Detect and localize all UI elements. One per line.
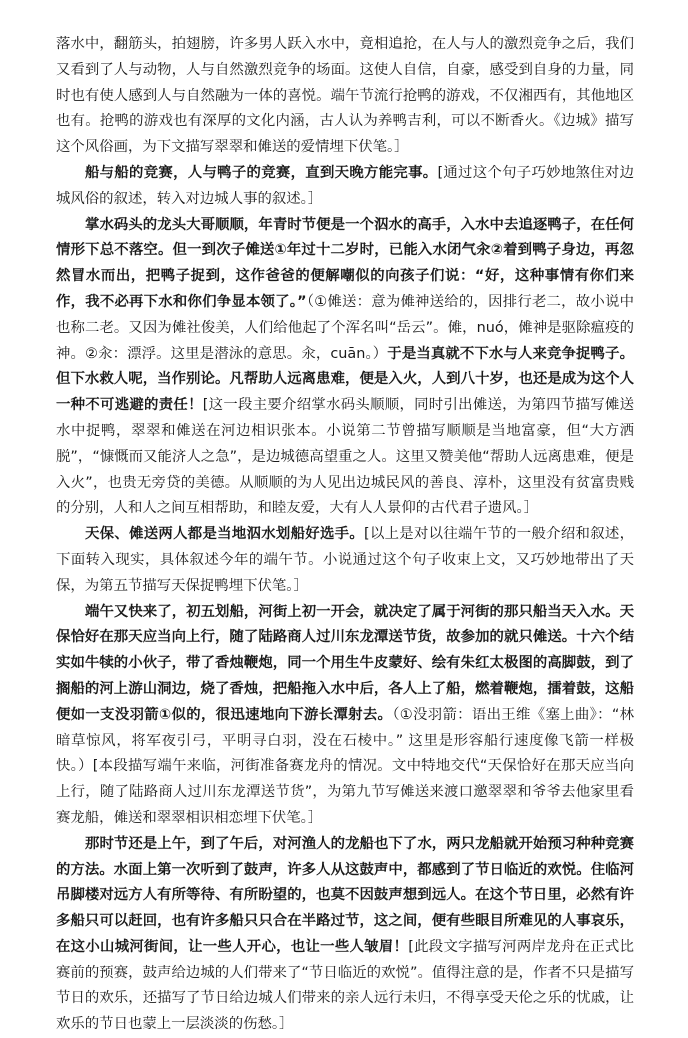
paragraph-2	[56, 161, 634, 213]
paragraph-4-bold: 天保、傩送两人都是当地泅水划船好选手。	[85, 526, 365, 543]
paragraph-5	[56, 600, 634, 832]
paragraph-5-note: （①没羽箭：语出王维《塞上曲》：“林暗草惊风，将军夜引弓，平明寻白羽，没在石棱中。” 这里是形容船行速度像飞箭一样极快。）[本段描写端午来临，河街准备赛龙舟的情况。文中特地交代“天保恰好在那天应当向上行，随了陆路商人过川东龙潭送节货”，为第九节写傩送来渡口邀翠翠和爷爷去他家里看赛龙船，傩送和翠翠相识相恋埋下伏笔。］	[56, 706, 634, 826]
document-page	[56, 32, 634, 1038]
paragraph-3	[56, 213, 634, 523]
paragraph-1	[56, 32, 634, 161]
paragraph-2-note: [通过这个句子巧妙地煞住对边城风俗的叙述，转入对边城人事的叙述。］	[56, 164, 634, 207]
paragraph-3-note: （①傩送：意为傩神送给的，因排行老二，故小说中也称二老。又因为傩社俊美，人们给他起了个浑名叫“岳云”。傩，nuó，傩神是驱除瘟疫的神。②汆：漂浮。这里是潜泳的意思。汆，cuān。）	[56, 293, 634, 362]
paragraph-3-bold: 掌水码头的龙头大哥顺顺，年青时节便是一个泅水的高手，入水中去追逐鸭子，在任何情形下总不落空。但一到次子傩送①年过十二岁时，已能入水闭气汆②着到鸭子身边，再忽然冒水而出，把鸭子捉到，这作爸爸的便解嘲似的向孩子们说：“好，这种事情有你们来作，我不必再下水和你们争显本领了。”	[56, 216, 634, 310]
paragraph-6-note: [此段文字描写河两岸龙舟在正式比赛前的预赛，鼓声给边城的人们带来了“节日临近的欢悦”。值得注意的是，作者不只是描写节日的欢乐，还描写了节日给边城人们带来的亲人远行未归，不得享受天伦之乐的忧戚，让欢乐的节日也蒙上一层淡淡的伤愁。］	[56, 938, 634, 1033]
paragraph-6-bold: 那时节还是上午，到了午后，对河渔人的龙船也下了水，两只龙船就开始预习种种竞赛的方法。水面上第一次听到了鼓声，许多人从这鼓声中，都感到了节日临近的欢悦。住临河吊脚楼对远方人有所等待、有所盼望的，也莫不因鼓声想到远人。在这个节日里，必然有许多船只可以赶回，也有许多船只只合在半路过节，这之间，便有些眼目所难见的人事哀乐，在这小山城河街间，让一些人开心，也让一些人皱眉！	[56, 835, 634, 955]
paragraph-4	[56, 522, 634, 599]
paragraph-5-bold: 端午又快来了，初五划船，河街上初一开会，就决定了属于河街的那只船当天入水。天保恰好在那天应当向上行，随了陆路商人过川东龙潭送节货，故参加的就只傩送。十六个结实如牛犊的小伙子，带了香烛鞭炮，同一个用生牛皮蒙好、绘有朱红太极图的高脚鼓，到了搁船的河上游山洞边，烧了香烛，把船拖入水中后，各人上了船，燃着鞭炮，擂着鼓，这船便如一支没羽箭①似的，很迅速地向下游长潭射去。	[56, 603, 634, 723]
paragraph-3-commentary: [这一段主要介绍掌水码头顺顺，同时引出傩送，为第四节描写傩送水中捉鸭，翠翠和傩送在河边相识张本。小说第二节曾描写顺顺是当地富豪，但“大方洒脱”，“慷慨而又能济人之急”，是边城德高望重之人。这里又赞美他“帮助人远离患难，便是入火”，也贵无旁贷的美德。从顺顺的为人见出边城民风的善良、淳朴，这里没有贫富贵贱的分别，人和人之间互相帮助，和睦友爱，大有人人景仰的古代君子遗风。］	[56, 397, 634, 517]
paragraph-4-note: [以上是对以往端午节的一般介绍和叙述，下面转入现实，具体叙述今年的端午节。小说通过这个句子收束上文，又巧妙地带出了天保，为第五节描写天保捉鸭埋下伏笔。］	[56, 526, 634, 594]
paragraph-3-bold-2: 于是当真就不下水与人来竞争捉鸭子。但下水救人呢，当作别论。凡帮助人远离患难，便是入火，人到八十岁，也还是成为这个人一种不可逃避的责任！	[56, 345, 634, 414]
paragraph-2-bold: 船与船的竞赛，人与鸭子的竞赛，直到天晚方能完事。	[85, 164, 438, 181]
paragraph-6	[56, 832, 634, 1038]
paragraph-1-text: 落水中，翻筋头，拍翅膀，许多男人跃入水中，竟相追抢，在人与人的激烈竞争之后，我们又看到了人与动物，人与自然激烈竞争的场面。这使人自信，自豪，感受到自身的力量，同时也有使人感到人与自然融为一体的喜悦。端午节流行抢鸭的游戏，不仅湘西有，其他地区也有。抢鸭的游戏也有深厚的文化内涵，古人认为养鸭吉利，可以不断香火。《边城》描写这个风俗画，为下文描写翠翠和傩送的爱情埋下伏笔。］	[56, 36, 634, 156]
